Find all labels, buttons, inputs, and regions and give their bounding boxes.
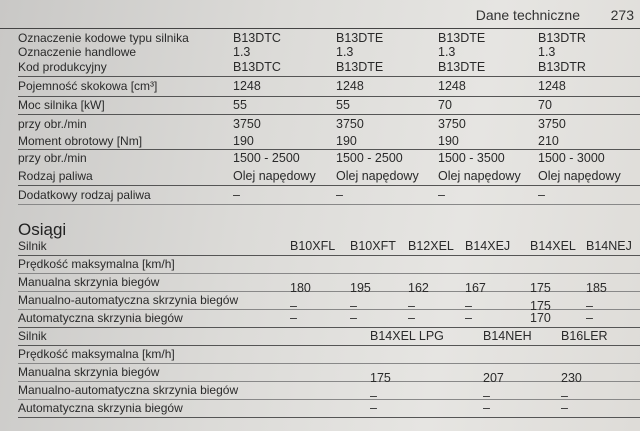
spec-value: 70 — [538, 98, 552, 112]
performance-value: – — [561, 389, 568, 403]
performance-value: 170 — [530, 311, 551, 325]
performance-value: – — [465, 299, 472, 313]
performance-value: – — [408, 311, 415, 325]
spec-value: 1500 - 2500 — [336, 151, 403, 165]
spec-row — [18, 77, 640, 97]
spec-value: 3750 — [336, 117, 364, 131]
spec-value: – — [438, 188, 445, 202]
spec-row — [18, 186, 640, 205]
engine-column-header: B14XEJ — [465, 239, 511, 253]
spec-value: 1248 — [438, 79, 466, 93]
spec-label: Oznaczenie kodowe typu silnika — [18, 31, 189, 45]
spec-value: 3750 — [438, 117, 466, 131]
spec-value: – — [233, 188, 240, 202]
spec-label: Rodzaj paliwa — [18, 169, 93, 183]
spec-value: 1500 - 3000 — [538, 151, 605, 165]
spec-value: B13DTE — [438, 31, 486, 45]
performance-value: – — [561, 401, 568, 415]
engine-column-header: B10XFT — [350, 239, 396, 253]
spec-label: Oznaczenie handlowe — [18, 45, 137, 59]
performance-row — [18, 364, 640, 385]
performance-row — [18, 346, 640, 364]
performance-value: 175 — [530, 281, 551, 295]
spec-value: B13DTC — [233, 31, 281, 45]
section-heading: Dane techniczne — [475, 7, 580, 23]
spec-value: Olej napędowy — [438, 169, 521, 183]
spec-value: 1500 - 2500 — [233, 151, 300, 165]
spec-label: przy obr./min — [18, 117, 87, 131]
spec-value: 1.3 — [438, 45, 456, 59]
spec-value: 1248 — [233, 79, 261, 93]
spec-value: 3750 — [233, 117, 261, 131]
performance-label: Manualna skrzynia biegów — [18, 275, 160, 289]
engine-column-header: B16LER — [561, 329, 608, 343]
spec-value: 190 — [233, 134, 254, 148]
engine-header-label: Silnik — [18, 329, 47, 343]
performance-value: – — [465, 311, 472, 325]
engine-column-header: B12XEL — [408, 239, 454, 253]
engine-column-header: B14NEH — [483, 329, 532, 343]
spec-value: B13DTR — [538, 60, 586, 74]
spec-value: B13DTR — [538, 31, 586, 45]
performance-label: Automatyczna skrzynia biegów — [18, 311, 183, 325]
performance-row — [18, 274, 640, 295]
performance-value: 167 — [465, 281, 486, 295]
spec-value: 1.3 — [538, 45, 556, 59]
spec-row — [18, 45, 640, 59]
spec-row — [18, 115, 640, 133]
spec-value: 190 — [438, 134, 459, 148]
spec-row — [18, 31, 640, 45]
spec-value: 1.3 — [336, 45, 354, 59]
performance-row — [18, 400, 640, 418]
header-rule — [0, 28, 640, 29]
performance-row — [18, 382, 640, 403]
spec-value: 1248 — [336, 79, 364, 93]
performance-label: Automatyczna skrzynia biegów — [18, 401, 183, 415]
performance-value: – — [350, 299, 357, 313]
spec-label: Moment obrotowy [Nm] — [18, 134, 143, 148]
performance-value: – — [483, 389, 490, 403]
performance-value: – — [290, 299, 297, 313]
performance-row — [18, 310, 640, 328]
performance-label: Prędkość maksymalna [km/h] — [18, 257, 175, 271]
spec-value: B13DTE — [336, 31, 384, 45]
page-header — [0, 4, 640, 26]
performance-value: – — [586, 311, 593, 325]
performance-value: 230 — [561, 371, 582, 385]
engine-header-label: Silnik — [18, 239, 47, 253]
spec-label: Dodatkowy rodzaj paliwa — [18, 188, 151, 202]
performance-value: 195 — [350, 281, 371, 295]
performance-value: – — [290, 311, 297, 325]
engine-column-header: B14NEJ — [586, 239, 632, 253]
spec-row — [18, 133, 640, 150]
engine-column-header: B14XEL — [530, 239, 576, 253]
performance-table-1 — [18, 238, 640, 328]
spec-value: 1248 — [538, 79, 566, 93]
performance-value: 175 — [530, 299, 551, 313]
spec-row — [18, 59, 640, 77]
performance-value: – — [370, 389, 377, 403]
spec-value: 55 — [233, 98, 247, 112]
spec-value: 1500 - 3500 — [438, 151, 505, 165]
performance-value: 180 — [290, 281, 311, 295]
performance-row — [18, 292, 640, 313]
spec-value: 70 — [438, 98, 452, 112]
performance-label: Manualna skrzynia biegów — [18, 365, 160, 379]
spec-row — [18, 150, 640, 167]
spec-value: 190 — [336, 134, 357, 148]
performance-table-2 — [18, 328, 640, 418]
spec-value: B13DTE — [438, 60, 486, 74]
engine-column-header: B14XEL LPG — [370, 329, 444, 343]
performance-value: – — [408, 299, 415, 313]
spec-row — [18, 97, 640, 115]
performance-value: – — [350, 311, 357, 325]
spec-label: przy obr./min — [18, 151, 87, 165]
spec-value: 3750 — [538, 117, 566, 131]
spec-value: B13DTE — [336, 60, 384, 74]
performance-title: Osiągi — [18, 220, 67, 239]
spec-label: Moc silnika [kW] — [18, 98, 105, 112]
engine-spec-table — [18, 31, 640, 205]
performance-row — [18, 256, 640, 274]
spec-row — [18, 167, 640, 186]
spec-value: B13DTC — [233, 60, 281, 74]
performance-header-row — [18, 328, 640, 346]
spec-value: – — [538, 188, 545, 202]
performance-label: Prędkość maksymalna [km/h] — [18, 347, 175, 361]
spec-value: 55 — [336, 98, 350, 112]
spec-label: Kod produkcyjny — [18, 60, 107, 74]
performance-value: – — [370, 401, 377, 415]
spec-value: Olej napędowy — [233, 169, 316, 183]
performance-value: 207 — [483, 371, 504, 385]
performance-header-row — [18, 238, 640, 256]
performance-value: – — [483, 401, 490, 415]
spec-value: Olej napędowy — [336, 169, 419, 183]
performance-value: 185 — [586, 281, 607, 295]
performance-value: 175 — [370, 371, 391, 385]
performance-label: Manualno-automatyczna skrzynia biegów — [18, 383, 239, 397]
performance-value: – — [586, 299, 593, 313]
spec-label: Pojemność skokowa [cm³] — [18, 79, 158, 93]
spec-value: – — [336, 188, 343, 202]
performance-label: Manualno-automatyczna skrzynia biegów — [18, 293, 239, 307]
spec-value: 1.3 — [233, 45, 251, 59]
spec-value: Olej napędowy — [538, 169, 621, 183]
performance-value: 162 — [408, 281, 429, 295]
engine-column-header: B10XFL — [290, 239, 336, 253]
page-number: 273 — [610, 7, 634, 23]
spec-value: 210 — [538, 134, 559, 148]
